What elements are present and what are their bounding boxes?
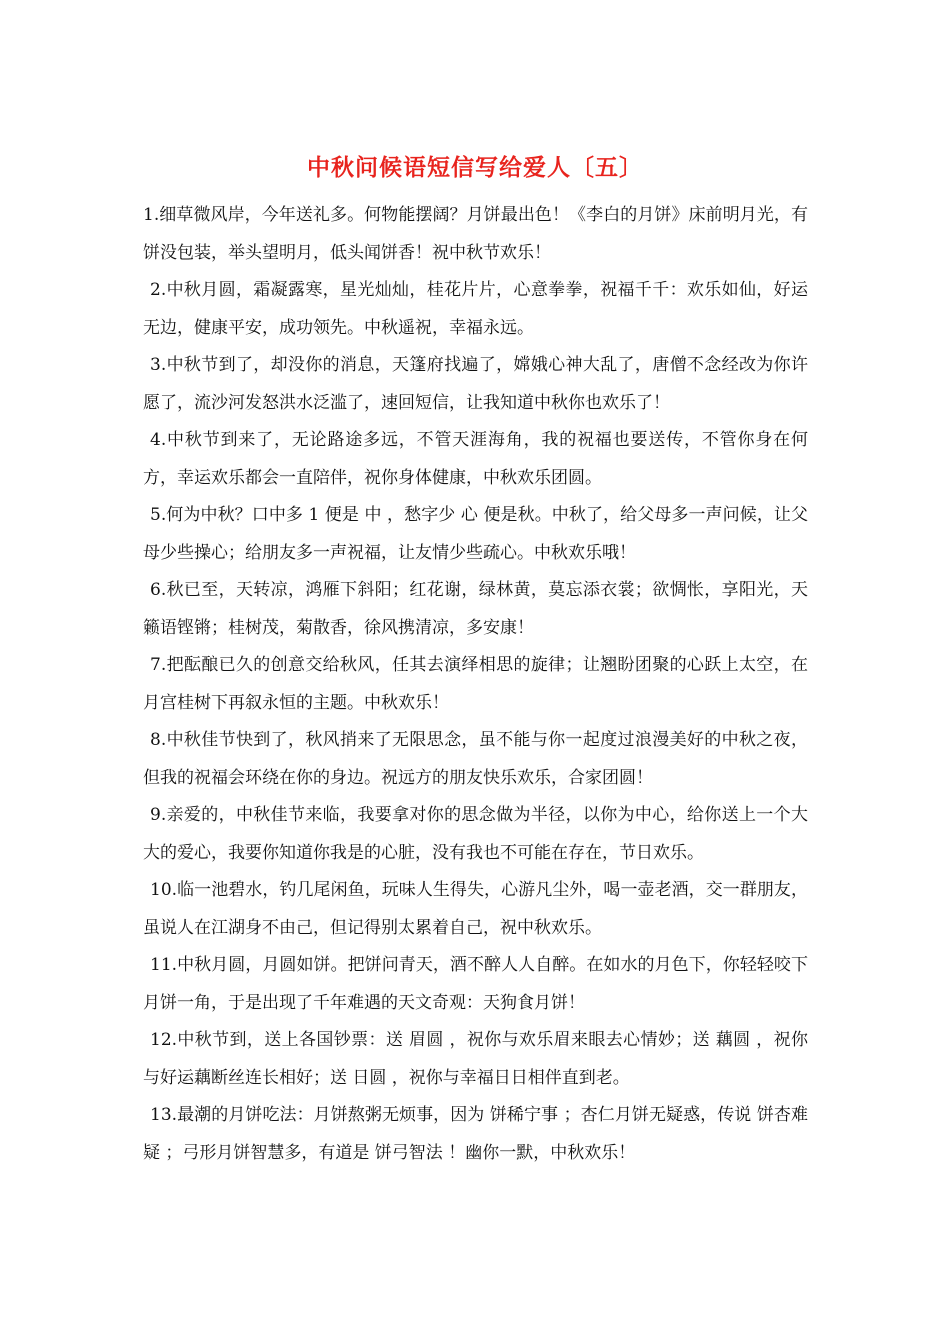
paragraph-5: 5.何为中秋？口中多 1 便是 中 ，愁字少 心 便是秋。中秋了，给父母多一声问候，让父母少些操心；给朋友多一声祝福，让友情少些疏心。中秋欢乐哦！ xyxy=(143,505,808,563)
paragraph-9: 9.亲爱的，中秋佳节来临，我要拿对你的思念做为半径，以你为中心，给你送上一个大大的爱心，我要你知道你我是的心脏，没有我也不可能在存在，节日欢乐。 xyxy=(143,805,808,863)
paragraph-6: 6.秋已至，天转凉，鸿雁下斜阳；红花谢，绿林黄，莫忘添衣裳；欲惆怅，享阳光，天籁语铿锵；桂树茂，菊散香，徐风携清凉，多安康！ xyxy=(143,580,808,638)
paragraph-1: 1.细草微风岸，今年送礼多。何物能摆阔？月饼最出色！《李白的月饼》床前明月光，有饼没包装，举头望明月，低头闻饼香！祝中秋节欢乐！ xyxy=(143,205,808,263)
paragraph-13: 13.最潮的月饼吃法：月饼熬粥无烦事，因为 饼稀宁事 ；杏仁月饼无疑惑，传说 饼杏难疑 ；弓形月饼智慧多，有道是 饼弓智法 ！幽你一默，中秋欢乐！ xyxy=(143,1105,808,1163)
paragraph-4: 4.中秋节到来了，无论路途多远，不管天涯海角，我的祝福也要送传，不管你身在何方，幸运欢乐都会一直陪伴，祝你身体健康，中秋欢乐团圆。 xyxy=(143,430,808,488)
paragraph-3: 3.中秋节到了，却没你的消息，天篷府找遍了，嫦娥心神大乱了，唐僧不念经改为你许愿了，流沙河发怒洪水泛滥了，速回短信，让我知道中秋你也欢乐了！ xyxy=(143,355,808,413)
document-body xyxy=(143,197,808,1172)
paragraph-2: 2.中秋月圆，霜凝露寒，星光灿灿，桂花片片，心意拳拳，祝福千千：欢乐如仙，好运无边，健康平安，成功领先。中秋遥祝，幸福永远。 xyxy=(143,280,808,338)
paragraph-11: 11.中秋月圆，月圆如饼。把饼问青天，酒不醉人人自醉。在如水的月色下，你轻轻咬下月饼一角，于是出现了千年难遇的天文奇观：天狗食月饼！ xyxy=(143,955,808,1013)
paragraph-12: 12.中秋节到，送上各国钞票：送 眉圆 ，祝你与欢乐眉来眼去心情妙；送 藕圆 ，祝你与好运藕断丝连长相好；送 日圆 ，祝你与幸福日日相伴直到老。 xyxy=(143,1030,808,1088)
paragraph-8: 8.中秋佳节快到了，秋风捎来了无限思念，虽不能与你一起度过浪漫美好的中秋之夜，但我的祝福会环绕在你的身边。祝远方的朋友快乐欢乐，合家团圆！ xyxy=(143,730,808,788)
paragraph-7: 7.把酝酿已久的创意交给秋风，任其去演绎相思的旋律；让翘盼团聚的心跃上太空，在月宫桂树下再叙永恒的主题。中秋欢乐！ xyxy=(143,655,808,713)
page-title: 中秋问候语短信写给爱人〔五〕 xyxy=(307,154,643,181)
paragraph-10: 10.临一池碧水，钓几尾闲鱼，玩味人生得失，心游凡尘外，喝一壶老酒，交一群朋友，虽说人在江湖身不由己，但记得别太累着自己，祝中秋欢乐。 xyxy=(143,880,808,938)
